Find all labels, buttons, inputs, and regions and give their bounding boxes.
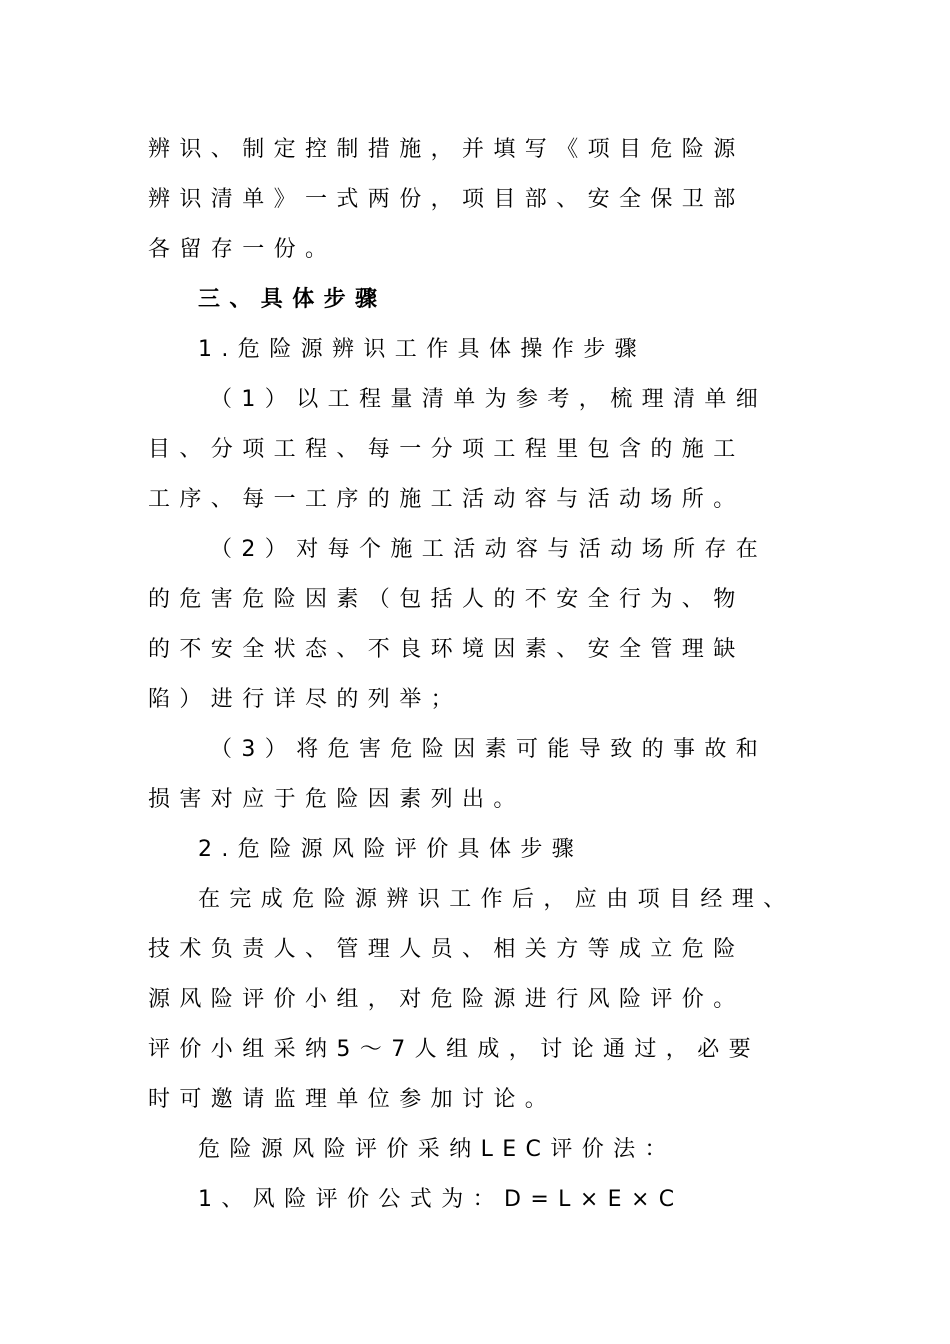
- paragraph-line: 的危害危险因素（包括人的不安全行为、物: [148, 587, 745, 612]
- paragraph-line: 目、分项工程、每一分项工程里包含的施工: [148, 437, 745, 462]
- paragraph-line: 辨识清单》一式两份，项目部、安全保卫部: [148, 187, 745, 212]
- paragraph-line: 在完成危险源辨识工作后，应由项目经理、: [198, 887, 795, 912]
- paragraph-line: （1）以工程量清单为参考，梳理清单细: [210, 387, 768, 412]
- paragraph-line: 危险源风险评价采纳LEC评价法：: [198, 1137, 676, 1162]
- subsection-heading: 2.危险源风险评价具体步骤: [198, 837, 584, 862]
- section-heading: 三、具体步骤: [198, 287, 387, 312]
- paragraph-line: 时可邀请监理单位参加讨论。: [148, 1087, 557, 1112]
- paragraph-line: 的不安全状态、不良环境因素、安全管理缺: [148, 637, 745, 662]
- paragraph-line: （2）对每个施工活动容与活动场所存在: [210, 537, 768, 562]
- paragraph-line: 陷）进行详尽的列举；: [148, 687, 463, 712]
- paragraph-line: 技术负责人、管理人员、相关方等成立危险: [148, 937, 745, 962]
- paragraph-line: （3）将危害危险因素可能导致的事故和: [210, 737, 768, 762]
- paragraph-line: 损害对应于危险因素列出。: [148, 787, 525, 812]
- formula-line: 1、风险评价公式为：D=L×E×C: [198, 1187, 684, 1212]
- subsection-heading: 1.危险源辨识工作具体操作步骤: [198, 337, 646, 362]
- paragraph-line: 各留存一份。: [148, 237, 337, 262]
- paragraph-line: 工序、每一工序的施工活动容与活动场所。: [148, 487, 745, 512]
- paragraph-line: 源风险评价小组，对危险源进行风险评价。: [148, 987, 745, 1012]
- paragraph-line: 辨识、制定控制措施，并填写《项目危险源: [148, 137, 745, 162]
- paragraph-line: 评价小组采纳5～7人组成，讨论通过，必要: [148, 1037, 760, 1062]
